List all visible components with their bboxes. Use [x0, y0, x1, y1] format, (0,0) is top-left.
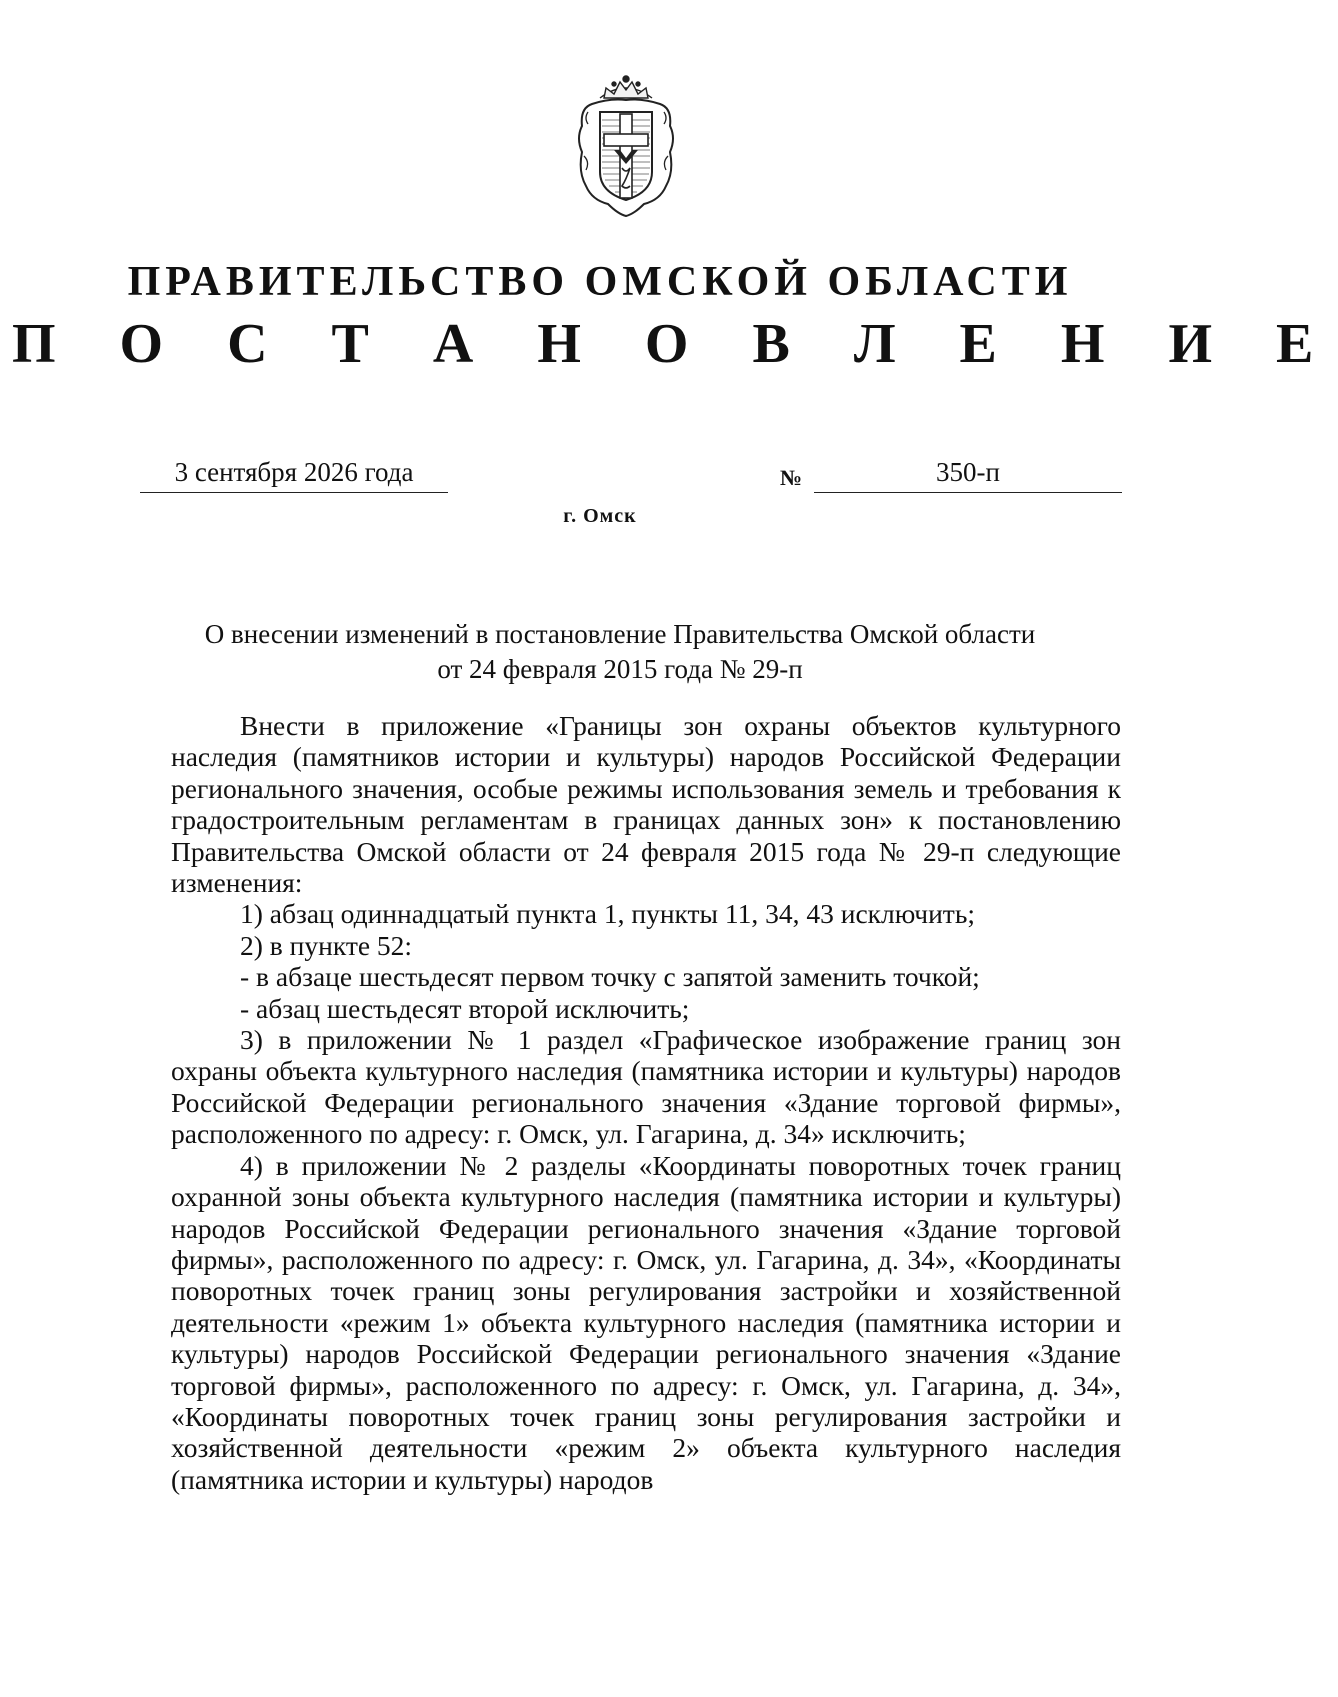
document-type-title: П О С Т А Н О В Л Е Н И Е [12, 313, 1338, 375]
item-2-subitem-1: - в абзаце шестьдесят первом точку с запятой заменить точкой; [240, 961, 980, 993]
item-1: 1) абзац одиннадцатый пункта 1, пункты 11, 34, 43 исключить; [240, 898, 976, 930]
subject-line-2: от 24 февраля 2015 года № 29-п [437, 654, 803, 684]
document-body [171, 710, 1121, 1495]
item-4: 4) в приложении № 2 разделы «Координаты поворотных точек границ охранной зоны объекта культурного наследия (памятника истории и культуры) народов Российской Федерации регионального значения «Здание торговой фирмы», расположенного по адресу: г. Омск, ул. Гагарина, д. 34», «Координаты поворотных точек границ зоны регулирования застройки и хозяйственной деятельности «режим 1» объекта культурного наследия (памятника истории и культуры) народов Российской Федерации регионального значения «Здание торговой фирмы», расположенного по адресу: г. Омск, ул. Гагарина, д. 34», «Координаты поворотных точек границ зоны регулирования застройки и хозяйственной деятельности «режим 2» объекта культурного наследия (памятника истории и культуры) народов [171, 1149, 1121, 1495]
document-number: 350-п [814, 454, 1122, 493]
document-date: 3 сентября 2026 года [140, 454, 448, 493]
document-subject [150, 617, 1090, 687]
subject-line-1: О внесении изменений в постановление Правительства Омской области [204, 619, 1036, 649]
intro-paragraph: Внести в приложение «Границы зон охраны объектов культурного наследия (памятников истории и культуры) народов Российской Федерации регионального значения, особые режимы использования земель и требования к градостроительным регламентам в границах данных зон» к постановлению Правительства Омской области от 24 февраля 2015 года № 29-п следующие изменения: [171, 710, 1121, 899]
coat-of-arms-icon [570, 68, 682, 218]
organization-title: ПРАВИТЕЛЬСТВО ОМСКОЙ ОБЛАСТИ [127, 259, 1073, 305]
city-name: г. Омск [563, 505, 637, 527]
item-3: 3) в приложении № 1 раздел «Графическое изображение границ зон охраны объекта культурного наследия (памятника истории и культуры) народов Российской Федерации регионального значения «Здание торговой фирмы», расположенного по адресу: г. Омск, ул. Гагарина, д. 34» исключить; [171, 1024, 1121, 1150]
item-2-subitem-2: - абзац шестьдесят второй исключить; [240, 992, 690, 1024]
item-2: 2) в пункте 52: [240, 929, 413, 961]
number-label: № [780, 465, 803, 490]
